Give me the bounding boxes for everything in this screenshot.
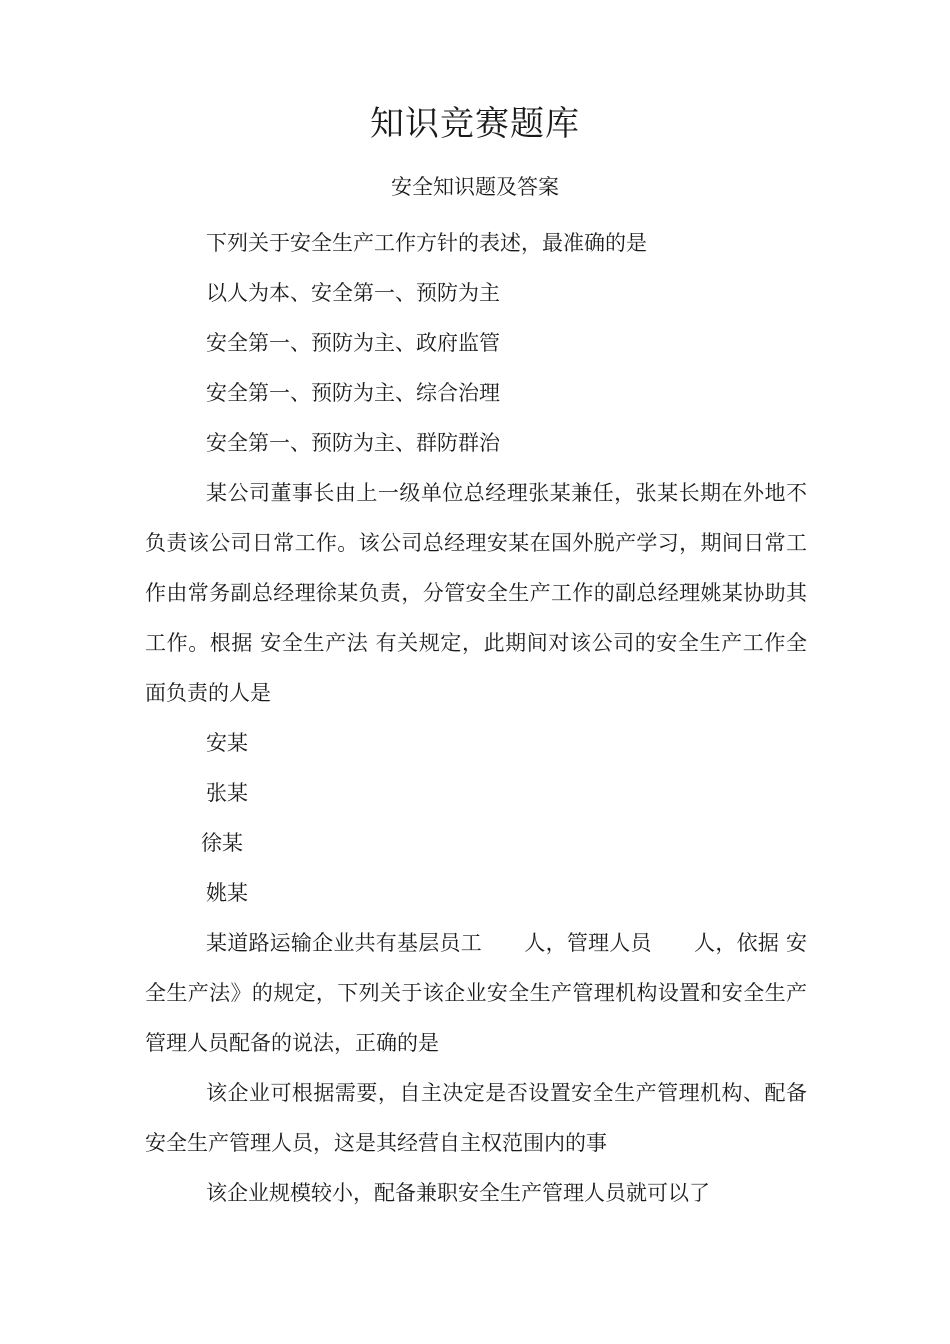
question-1-option-d: 安全第一、预防为主、群防群治 xyxy=(206,431,500,455)
question-3-option-b: 该企业规模较小，配备兼职安全生产管理人员就可以了 xyxy=(206,1181,710,1205)
question-1-option-c: 安全第一、预防为主、综合治理 xyxy=(206,381,500,405)
document-title: 知识竞赛题库 xyxy=(370,104,580,144)
question-2-option-b: 张某 xyxy=(206,781,248,805)
question-3-option-a: 该企业可根据需要，自主决定是否设置安全生产管理机构、配备安全生产管理人员，这是其经营自主权范围内的事 xyxy=(145,1081,807,1155)
question-1-stem: 下列关于安全生产工作方针的表述，最准确的是 xyxy=(206,231,647,255)
question-2-option-d: 姚某 xyxy=(206,881,248,905)
question-2-option-a: 安某 xyxy=(206,731,248,755)
question-3-stem: 某道路运输企业共有基层员工 人，管理人员 人，依据 安全生产法》的规定，下列关于该企业安全生产管理机构设置和安全生产管理人员配备的说法，正确的是 xyxy=(145,931,807,1055)
document-body xyxy=(145,218,807,1218)
question-1-option-a: 以人为本、安全第一、预防为主 xyxy=(206,281,500,305)
question-1-option-b: 安全第一、预防为主、政府监管 xyxy=(206,331,500,355)
document-subtitle: 安全知识题及答案 xyxy=(391,175,559,199)
question-2-stem: 某公司董事长由上一级单位总经理张某兼任，张某长期在外地不负责该公司日常工作。该公司总经理安某在国外脱产学习，期间日常工作由常务副总经理徐某负责，分管安全生产工作的副总经理姚某协助其工作。根据 安全生产法 有关规定，此期间对该公司的安全生产工作全面负责的人是 xyxy=(145,481,807,705)
question-2-option-c: 徐某 xyxy=(201,831,243,855)
